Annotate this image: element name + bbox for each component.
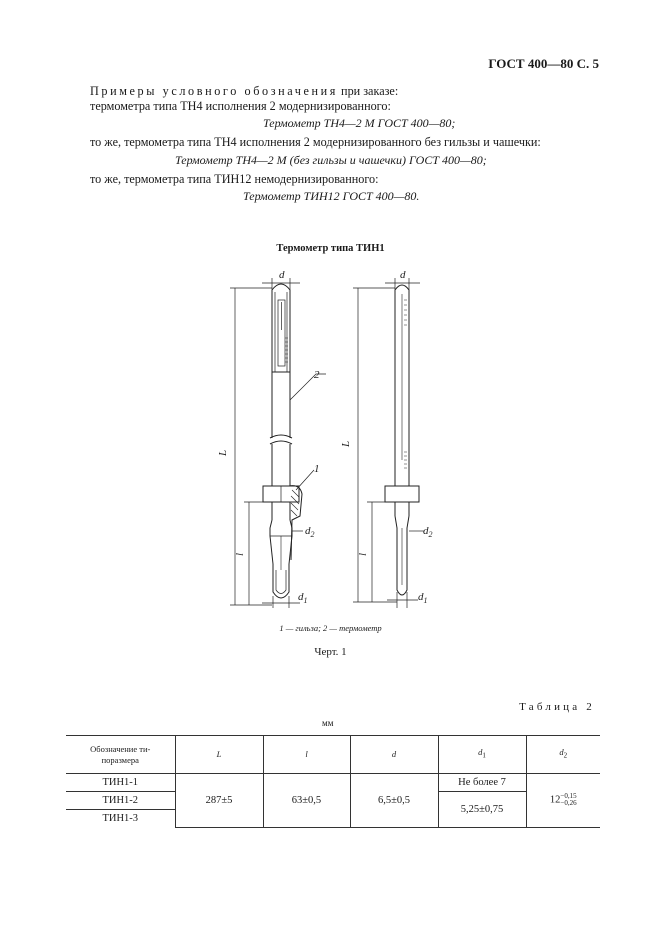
right-dimensions [353,278,424,608]
callout-1: 1 [314,463,320,475]
example-1-text: термометра типа ТН4 исполнения 2 модернизированного: [90,99,391,113]
size-table [66,735,600,828]
row-designation: ТИН1-2 [66,792,175,810]
examples-intro-spaced: Примеры условного обозначения [90,84,338,98]
header-L: L [175,736,263,774]
cell-l: 63±0,5 [263,774,350,828]
cell-d2: 12−0,15 −0,26 [526,774,600,828]
cell-L: 287±5 [175,774,263,828]
left-thermometer-with-sheath [263,284,302,598]
label-d2-left: $d_2$ [305,525,315,539]
table-header-row [66,736,600,774]
right-thermometer [385,285,419,595]
label-d-right: d [400,269,406,281]
label-d2-right: $d_2$ [423,525,433,539]
example-2-designation: Термометр ТН4—2 М (без гильзы и чашечки) ГОСТ 400—80; [175,153,487,167]
label-l-left: l [234,552,246,556]
callout-2: 2 [314,369,320,381]
row-designation: ТИН1-3 [66,810,175,828]
figure-caption: 1 — гильза; 2 — термометр [279,623,382,633]
label-l-right: l [357,552,369,556]
page-header: ГОСТ 400—80 С. 5 [488,56,599,71]
table-label: Таблица 2 [519,701,595,713]
header-designation: Обозначение ти-поразмера [66,736,175,774]
label-L-left: L [217,449,229,456]
example-2-text: то же, термометра типа ТН4 исполнения 2 модернизированного без гильзы и чашечки: [90,135,541,149]
label-d1-left: $d_1$ [298,591,308,605]
label-d-left: d [279,269,285,281]
figure-title: Термометр типа ТИН1 [276,243,385,254]
example-3-designation: Термометр ТИН12 ГОСТ 400—80. [243,189,420,203]
label-d1-right: $d_1$ [418,591,428,605]
example-1-designation: Термометр ТН4—2 М ГОСТ 400—80; [263,116,456,130]
table-row [66,774,600,792]
cell-d: 6,5±0,5 [350,774,438,828]
cell-d1-first: Не более 7 [438,774,526,792]
header-d2: $d_2$ [526,736,600,774]
table-unit: мм [322,718,334,728]
header-d: d [350,736,438,774]
row-designation: ТИН1-1 [66,774,175,792]
figure-number: Черт. 1 [314,646,347,658]
header-l: l [263,736,350,774]
label-L-right: L [340,440,352,447]
example-3-text: то же, термометра типа ТИН12 немодернизированного: [90,172,379,186]
header-d1: $d_1$ [438,736,526,774]
examples-intro-rest: при заказе: [338,84,399,98]
cell-d1-rest: 5,25±0,75 [438,792,526,828]
